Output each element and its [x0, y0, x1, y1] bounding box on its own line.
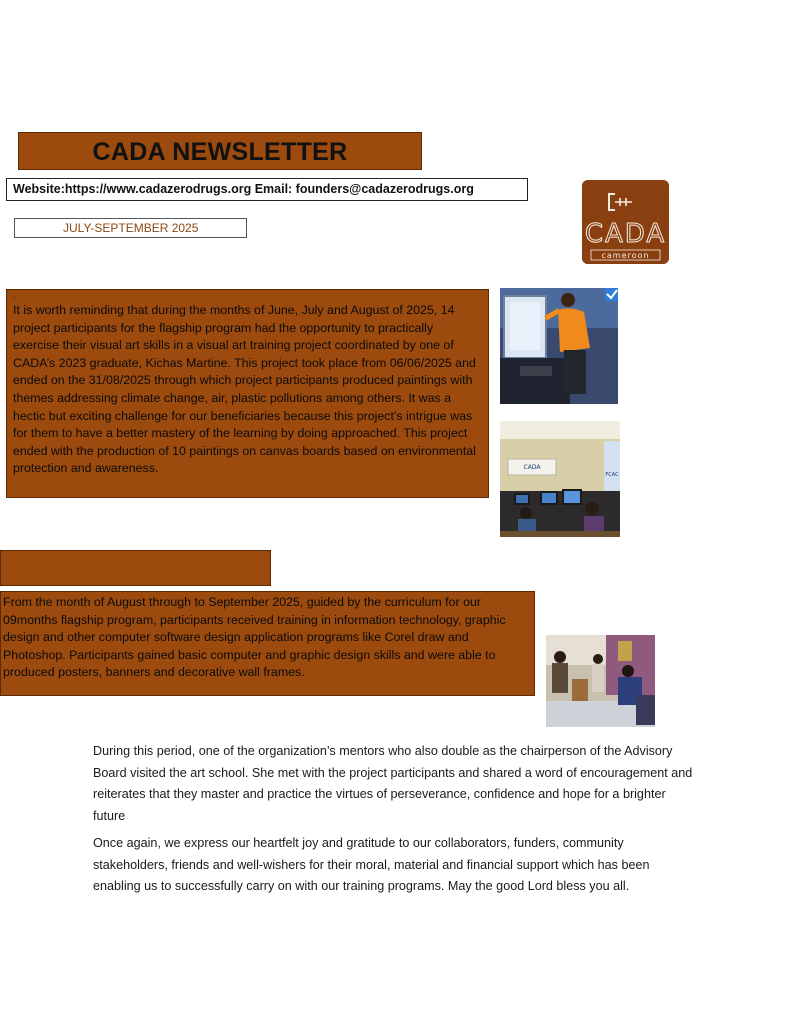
newsletter-title: CADA NEWSLETTER [92, 138, 348, 166]
issue-period: JULY-SEPTEMBER 2025 [63, 221, 199, 235]
lab-banner-text: CADA [523, 464, 541, 471]
block-marker: . [13, 290, 16, 301]
contact-line: Website:https://www.cadazerodrugs.org Email: founders@cadazerodrugs.org [13, 182, 474, 196]
mentor-visit-photo [546, 635, 655, 727]
contact-box [6, 178, 528, 201]
issue-period-box [14, 218, 247, 238]
section-divider-bar [0, 550, 271, 586]
mentor-visit-paragraph: During this period, one of the organization’s mentors who also double as the chairperson of the Advisory Board visited the art school. She met with the project participants and shared a word of encouragement and reiterates that they master and practice the virtues of perseverance, confidence and hope for a brighter future [93, 744, 693, 823]
visual-art-project-text: It is worth reminding that during the months of June, July and August of 2025, 14 project participants for the flagship program had the opportunity to practically exercise their visual art skills in a visual art training project coordinated by one of CADA’s 2023 graduate, Kichas Martine. This project took place from 06/06/2025 and ended on the 31/08/2025 through which project participants produced paintings with themes addressing climate change, air, plastic pollutions among others. It was a hectic but exciting challenge for our beneficiaries because this project’s intrigue was for them to have a better mastery of the learning by doing approached. This project ended with the production of 10 paintings on canvas boards based on environmental protection and awareness. [13, 303, 476, 476]
computer-lab-photo [500, 421, 620, 537]
logo-sub: cameroon [601, 251, 650, 261]
it-training-text: From the month of August through to September 2025, guided by the curriculum for our 09months flagship program, participants received training in information technology, graphic design and other computer software design application programs like Corel draw and Photoshop. Participants gained basic computer and graphic design skills and were able to produced posters, banners and decorative wall frames. [3, 595, 506, 680]
newsletter-title-banner [18, 132, 422, 170]
logo-word: CADA [584, 219, 667, 249]
lab-side-text: FCAC [605, 472, 619, 478]
painting-session-photo [500, 288, 618, 404]
gratitude-paragraph: Once again, we express our heartfelt joy and gratitude to our collaborators, funders, community stakeholders, friends and well-wishers for their moral, material and financial support which has been enabling us to successfully carry on with our training programs. May the good Lord bless you all. [93, 836, 650, 893]
it-training-block [0, 591, 535, 696]
cada-logo-graphic [582, 180, 669, 264]
visual-art-project-block [6, 289, 489, 498]
cada-logo-icon [582, 180, 669, 264]
